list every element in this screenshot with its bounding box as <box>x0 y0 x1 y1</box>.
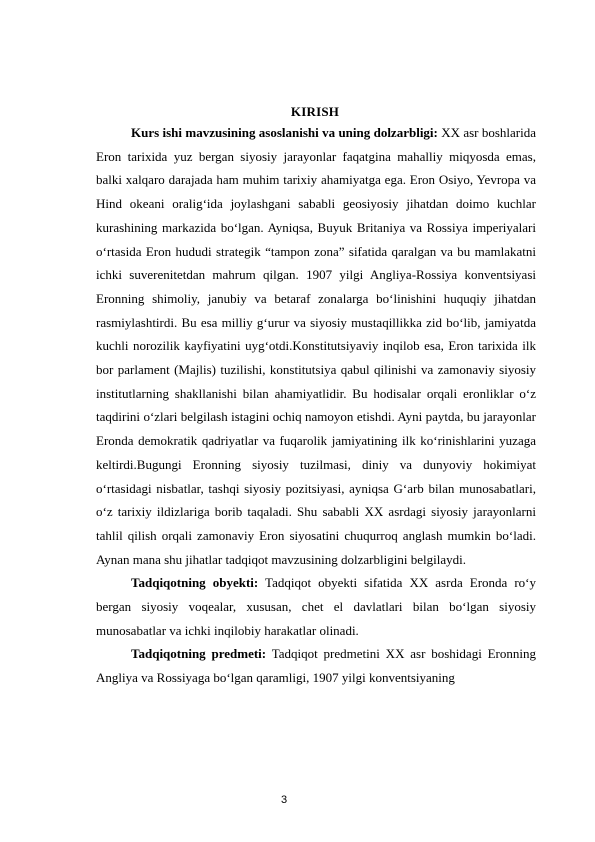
paragraph-label: Kurs ishi mavzusining asoslanishi va uning dolzarbligi: <box>131 125 438 140</box>
paragraph-label: Tadqiqotning predmeti: <box>131 646 267 662</box>
paragraph-relevance <box>96 121 536 571</box>
page-heading: KIRISH <box>290 104 340 119</box>
paragraph-subject <box>96 642 536 689</box>
page-number: 3 <box>280 794 288 806</box>
paragraph-label: Tadqiqotning obyekti: <box>131 575 259 591</box>
paragraph-body: XX asr boshlarida Eron tarixida yuz bergan siyosiy jarayonlar faqatgina mahalliy miqyosda emas, balki xalqaro darajada ham muhim tarixiy ahamiyatga ega. Eron Osiyo, Yevropa va Hind okeani oralig‘ida joylashgani sababli geosiyosiy jihatdan doimo kuchlar kurashining markazida bo‘lgan. Ayniqsa, Buyuk Britaniya va Rossiya imperiyalari o‘rtasida Eron hududi strategik “tampon zona” sifatida qaralgan va bu mamlakatni ichki suverenitetdan mahrum qilgan. 1907 yilgi Angliya-Rossiya konventsiyasi Eronning shimoliy, janubiy va betaraf zonalarga bo‘linishini huquqiy jihatdan rasmiylashtirdi. Bu esa milliy g‘urur va siyosiy mustaqillikka zid bo‘lib, jamiyatda kuchli norozilik kayfiyatini uyg‘otdi.Konstitutsiyaviy inqilob esa, Eron tarixida ilk bor parlament (Majlis) tuzilishi, konstitutsiya qabul qilinishi va zamonaviy siyosiy institutlarning shakllanishi bilan ahamiyatlidir. Bu hodisalar orqali eronliklar o‘z taqdirini o‘zlari belgilash istagini ochiq namoyon etishdi. Ayni paytda, bu jarayonlar Eronda demokratik qadriyatlar va fuqarolik jamiyatining ilk ko‘rinishlarini yuzaga keltirdi.Bugungi Eronning siyosiy tuzilmasi, diniy va dunyoviy hokimiyat o‘rtasidagi nisbatlar, tashqi siyosiy pozitsiyasi, ayniqsa G‘arb bilan munosabatlari, o‘z tarixiy ildizlariga borib taqaladi. Shu sababli XX asrdagi siyosiy jarayonlarni tahlil qilish orqali zamonaviy Eron siyosatini chuqurroq anglash mumkin bo‘ladi. Aynan mana shu jihatlar tadqiqot mavzusining dolzarbligini belgilaydi. <box>96 125 536 567</box>
paragraph-body: Tadqiqot predmetini XX asr boshidagi Eronning Angliya va Rossiyaga bo‘lgan qaramligi, 1907 yilgi konventsiyaning <box>96 646 536 686</box>
body-text <box>96 121 536 690</box>
paragraph-body: Tadqiqot obyekti sifatida XX asrda Eronda ro‘y bergan siyosiy voqealar, xususan, chet el davlatlari bilan bo‘lgan siyosiy munosabatlar va ichki inqilobiy harakatlar olinadi. <box>96 575 537 638</box>
paragraph-object <box>96 571 536 642</box>
